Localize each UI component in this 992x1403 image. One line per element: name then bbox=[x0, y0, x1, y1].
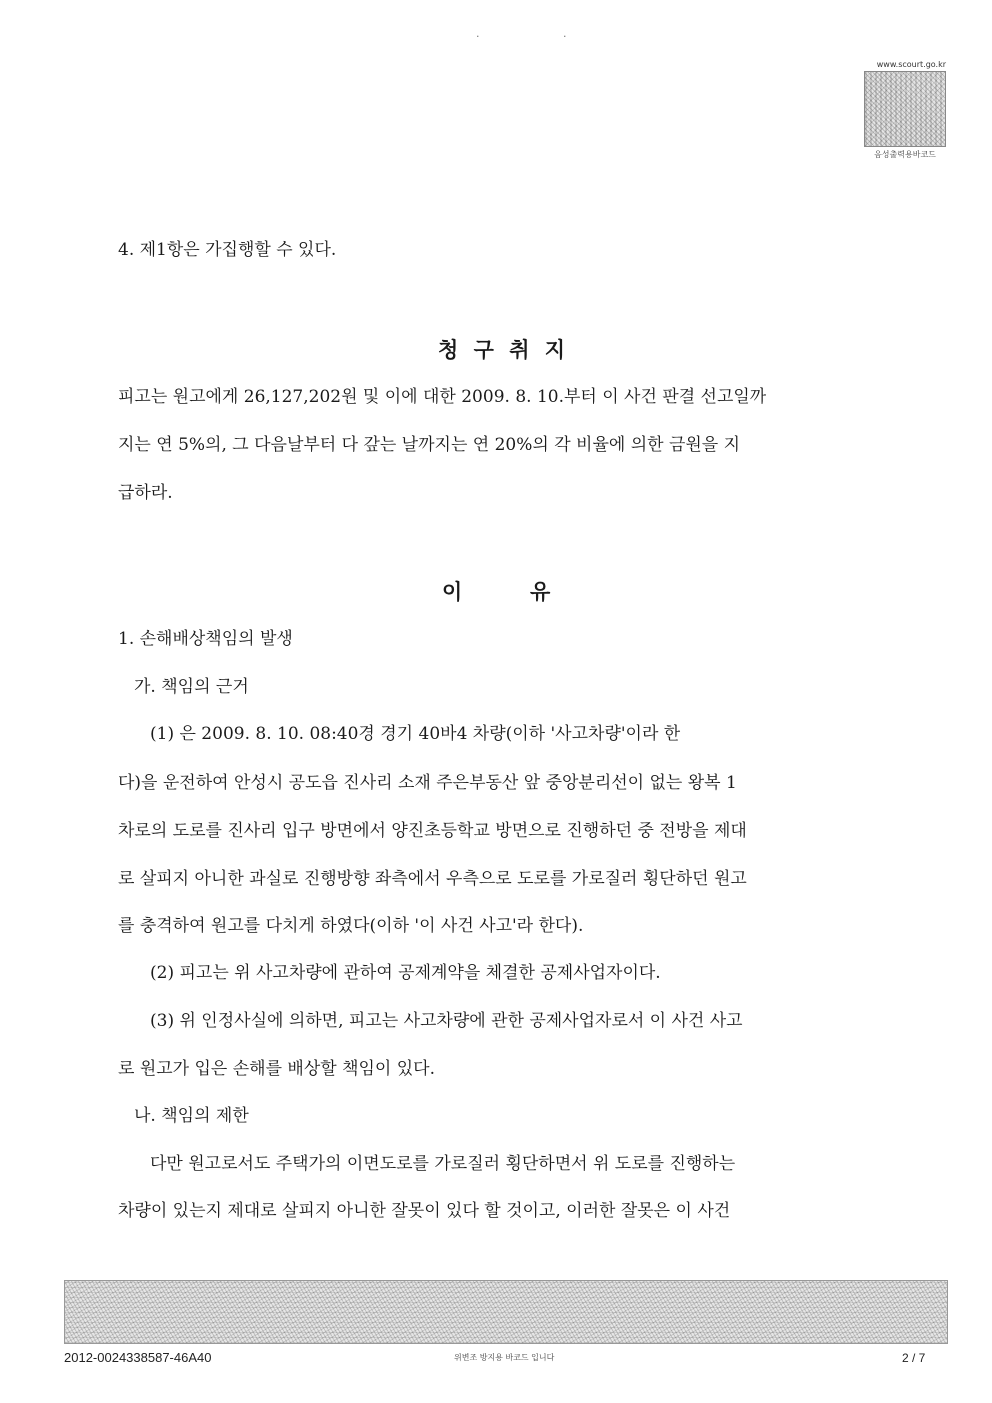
para4-line-2: 차량이 있는지 제대로 살피지 아니한 잘못이 있다 할 것이고, 이러한 잘못은 이 사건 bbox=[118, 1201, 731, 1221]
para1-line-1: (1) 은 2009. 8. 10. 08:40경 경기 40바4 차량(이하 '사고차량'이라 한 bbox=[150, 724, 681, 744]
para1-line-2: 다)을 운전하여 안성시 공도읍 진사리 소재 주은부동산 앞 중앙분리선이 없는 왕복 1 bbox=[118, 773, 737, 793]
page-number: 2 / 7 bbox=[902, 1351, 926, 1365]
para2: (2) 피고는 위 사고차량에 관하여 공제계약을 체결한 공제사업자이다. bbox=[150, 963, 661, 983]
qr-code-image bbox=[864, 71, 946, 147]
reason-heading-first: 이 bbox=[442, 580, 463, 604]
barcode-note: 위변조 방지용 바코드 입니다 bbox=[454, 1353, 555, 1362]
claim-line-2: 지는 연 5%의, 그 다음날부터 다 갚는 날까지는 연 20%의 각 비율에 의한 금원을 지 bbox=[118, 435, 741, 455]
qr-url: www.scourt.go.kr bbox=[876, 60, 946, 69]
anti-forgery-barcode bbox=[64, 1280, 948, 1344]
para3-line-2: 로 원고가 입은 손해를 배상할 책임이 있다. bbox=[118, 1059, 436, 1079]
claim-line-1: 피고는 원고에게 26,127,202원 및 이에 대한 2009. 8. 10.부터 이 사건 판결 선고일까 bbox=[118, 387, 767, 407]
qr-caption: 음성출력용바코드 bbox=[874, 150, 936, 159]
para1-line-3: 차로의 도로를 진사리 입구 방면에서 양진초등학교 방면으로 진행하던 중 전방을 제대 bbox=[118, 821, 747, 841]
subsection-ga-title: 가. 책임의 근거 bbox=[134, 677, 249, 697]
para1-line-4: 로 살피지 아니한 과실로 진행방향 좌측에서 우측으로 도로를 가로질러 횡단하던 원고 bbox=[118, 869, 747, 889]
para3-line-1: (3) 위 인정사실에 의하면, 피고는 사고차량에 관한 공제사업자로서 이 사건 사고 bbox=[150, 1011, 743, 1031]
qr-code-block bbox=[864, 60, 946, 160]
claim-line-3: 급하라. bbox=[118, 483, 173, 503]
claim-heading: 청 구 취 지 bbox=[438, 338, 570, 362]
document-id: 2012-0024338587-46A40 bbox=[64, 1350, 212, 1365]
para4-line-1: 다만 원고로서도 주택가의 이면도로를 가로질러 횡단하면서 위 도로를 진행하는 bbox=[150, 1154, 736, 1174]
section-1-title: 1. 손해배상책임의 발생 bbox=[118, 629, 293, 649]
para1-line-5: 를 충격하여 원고를 다치게 하였다(이하 '이 사건 사고'라 한다). bbox=[118, 916, 584, 936]
header-marks: · · bbox=[476, 30, 607, 43]
subsection-na-title: 나. 책임의 제한 bbox=[134, 1106, 249, 1126]
item-4: 4. 제1항은 가집행할 수 있다. bbox=[118, 240, 337, 260]
reason-heading-second: 유 bbox=[530, 580, 551, 604]
